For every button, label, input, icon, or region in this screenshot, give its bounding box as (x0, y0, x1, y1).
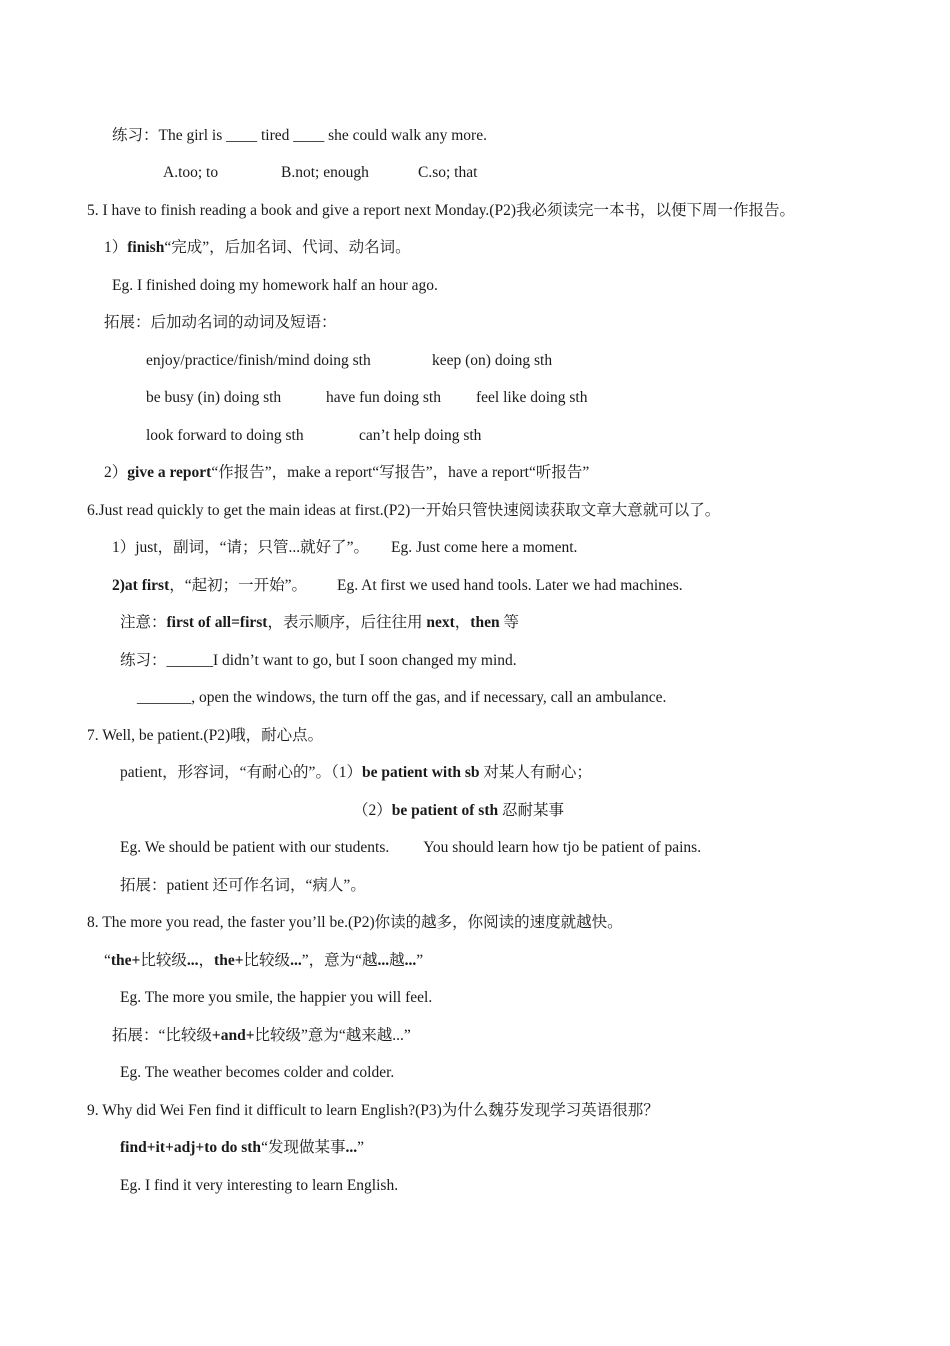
section-6-note (120, 613, 519, 633)
point-text: 对某人有耐心； (479, 764, 592, 781)
section-6-point-2 (112, 576, 683, 596)
rule-term: the+ (110, 952, 141, 969)
section-8-example: Eg. The more you smile, the happier you will feel. (120, 989, 433, 1006)
phrase-item: feel like doing sth (476, 389, 588, 406)
section-6-title: 6.Just read quickly to get the main ideas at first.(P2)一开始只管快速阅读获取文章大意就可以了。 (87, 502, 721, 519)
rule-term: ... (404, 952, 417, 969)
section-7-extension: 拓展：patient 还可作名词，“病人”。 (120, 877, 366, 894)
section-5-point-1 (104, 238, 411, 258)
exercise-option-b: B.not; enough (281, 164, 369, 181)
section-9-example: Eg. I find it very interesting to learn English. (120, 1177, 399, 1194)
section-7-point-1 (120, 763, 592, 783)
phrase-item: be busy (in) doing sth (146, 389, 282, 406)
section-9-title: 9. Why did Wei Fen find it difficult to learn English?(P3)为什么魏芬发现学习英语很那？ (87, 1102, 659, 1119)
note-term: first of all=first (166, 614, 268, 631)
point-text: 忍耐某事 (498, 802, 565, 819)
rule-text: ， (198, 952, 215, 969)
section-7-example (120, 838, 701, 858)
exercise-text: The girl is ____ tired ____ she could walk any more. (158, 127, 487, 144)
example-b: You should learn how tjo be patient of pains. (423, 839, 702, 856)
note-text: ， (454, 614, 471, 631)
section-6-point-1 (112, 538, 577, 558)
extension-text: 拓展：“比较级 (112, 1027, 212, 1044)
point-text: “作报告”，make a report“写报告”，have a report“听报告” (211, 464, 590, 481)
exercise-line (112, 126, 487, 146)
section-5-point-2 (104, 463, 589, 483)
section-9-rule (120, 1138, 364, 1158)
section-8-rule (104, 951, 423, 971)
exercise-text: ______I didn’t want to go, but I soon changed my mind. (166, 652, 517, 669)
point-number: 1） (104, 239, 128, 256)
phrase-item: keep (on) doing sth (432, 352, 553, 369)
section-5-extension: 拓展：后加动名词的动词及短语： (104, 314, 337, 331)
point-text: ，“起初；一开始”。 (169, 577, 308, 594)
point-text: “完成”，后加名词、代词、动名词。 (164, 239, 411, 256)
exercise-label: 练习： (112, 127, 159, 144)
phrase-item: look forward to doing sth (146, 427, 304, 444)
rule-text: ”，意为“越 (301, 952, 378, 969)
rule-text: ” (357, 1139, 364, 1156)
exercise-option-a: A.too; to (163, 164, 219, 181)
rule-term: ... (186, 952, 199, 969)
rule-text: 越 (389, 952, 405, 969)
point-text: 1）just，副词，“请；只管...就好了”。 (112, 539, 370, 556)
rule-term: find+it+adj+to do sth (120, 1139, 262, 1156)
point-term: be patient of sth (391, 802, 499, 819)
exercise-label: 练习： (120, 652, 167, 669)
point-text: （2） (353, 802, 392, 819)
phrase-item: can’t help doing sth (359, 427, 482, 444)
section-8-example-2: Eg. The weather becomes colder and colder. (120, 1064, 395, 1081)
point-text: patient，形容词，“有耐心的”。（1） (120, 764, 362, 781)
section-8-extension (112, 1026, 411, 1046)
section-7-point-2 (353, 801, 564, 821)
note-term: next (426, 614, 455, 631)
section-6-exercise (120, 651, 517, 671)
rule-text: 比较级 (243, 952, 291, 969)
point-term: finish (127, 239, 165, 256)
point-term: 2)at first (112, 577, 170, 594)
phrase-item: have fun doing sth (326, 389, 441, 406)
note-label: 注意： (120, 614, 167, 631)
rule-text: “ (104, 952, 111, 969)
rule-text: 比较级 (140, 952, 187, 969)
section-5-example: Eg. I finished doing my homework half an hour ago. (112, 277, 438, 294)
section-6-exercise-2: _______, open the windows, the turn off the gas, and if necessary, call an ambulance. (137, 689, 667, 706)
rule-term: ... (377, 952, 390, 969)
point-example: Eg. Just come here a moment. (391, 539, 578, 556)
point-term: be patient with sb (361, 764, 480, 781)
rule-text: “发现做某事 (261, 1139, 346, 1156)
rule-term: the+ (214, 952, 244, 969)
note-text: ，表示顺序，后往往用 (267, 614, 427, 631)
point-number: 2） (104, 464, 128, 481)
exercise-option-c: C.so; that (418, 164, 478, 181)
note-text: 等 (499, 614, 519, 631)
phrase-item: enjoy/practice/finish/mind doing sth (146, 352, 371, 369)
section-7-title: 7. Well, be patient.(P2)哦，耐心点。 (87, 727, 324, 744)
point-term: give a report (127, 464, 212, 481)
rule-term: ... (345, 1139, 358, 1156)
example-a: Eg. We should be patient with our students. (120, 839, 390, 856)
section-8-title: 8. The more you read, the faster you’ll be.(P2)你读的越多，你阅读的速度就越快。 (87, 914, 623, 931)
rule-term: ... (290, 952, 302, 969)
point-example: Eg. At first we used hand tools. Later we had machines. (337, 577, 683, 594)
extension-term: +and+ (211, 1027, 255, 1044)
extension-text: 比较级”意为“越来越...” (254, 1027, 411, 1044)
note-term: then (470, 614, 500, 631)
rule-text: ” (416, 952, 424, 969)
section-5-title: 5. I have to finish reading a book and give a report next Monday.(P2)我必须读完一本书，以便下周一作报告。 (87, 202, 796, 219)
